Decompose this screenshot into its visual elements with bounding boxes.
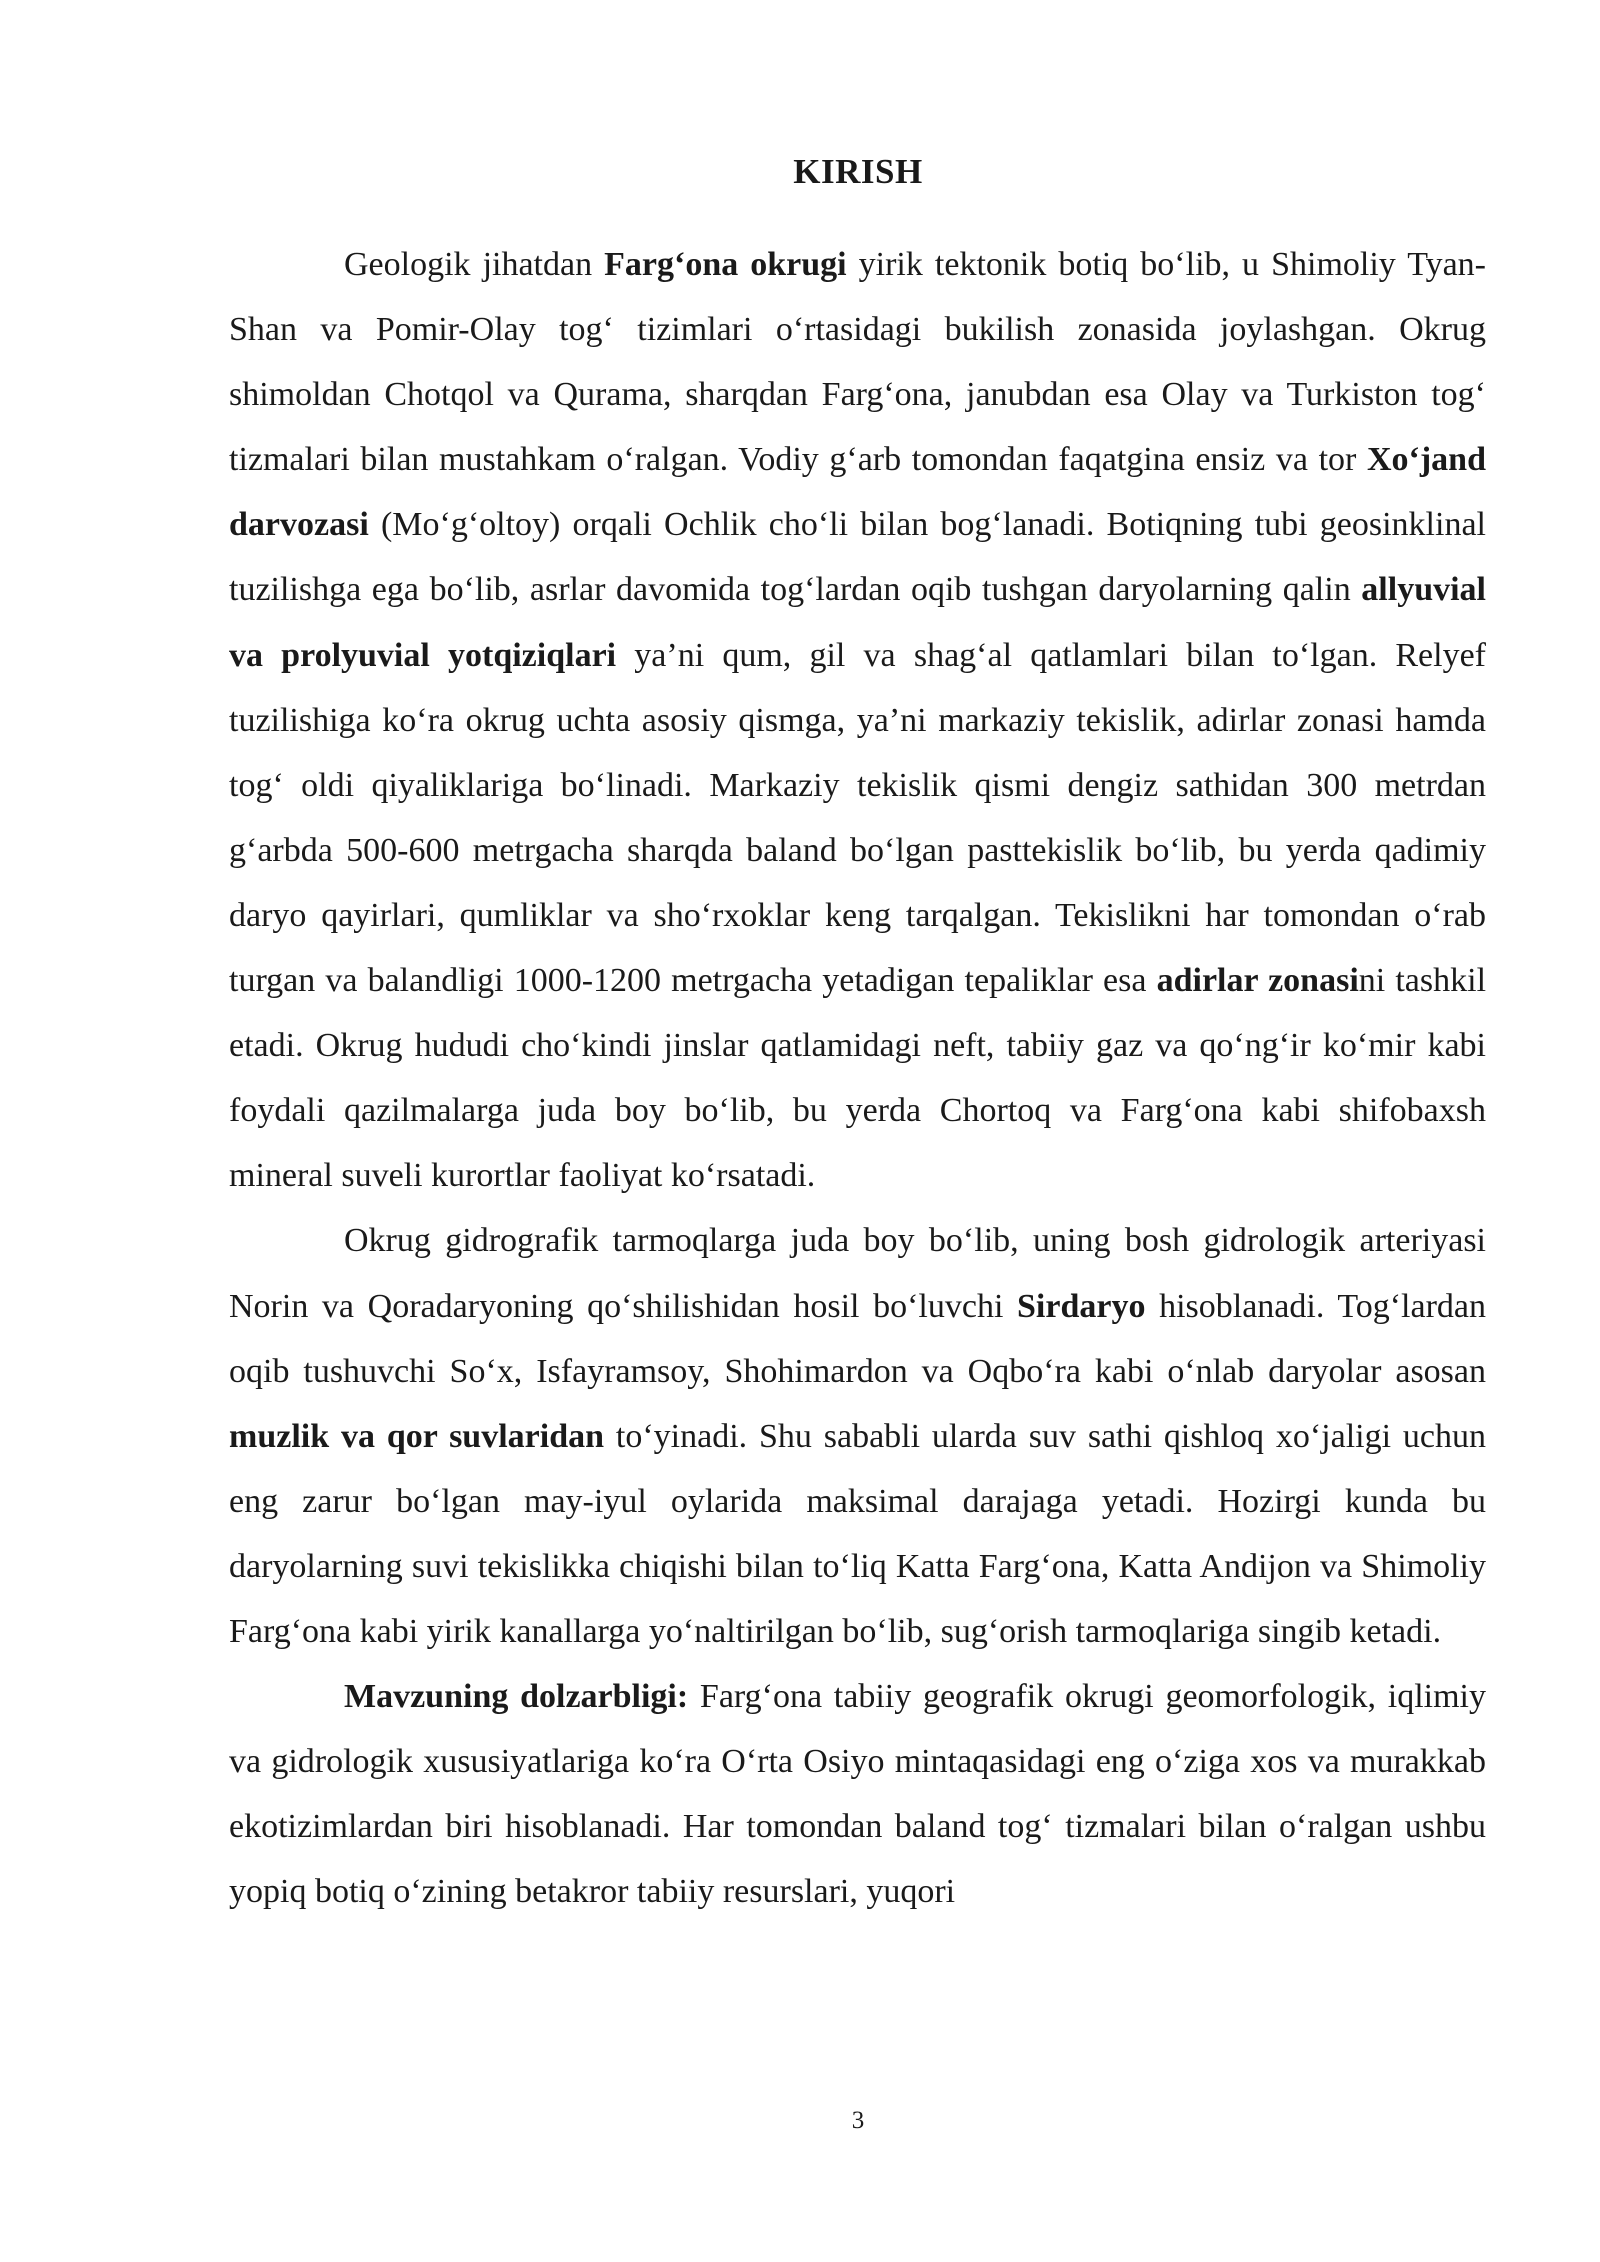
bold-term-allyuvial: allyuvial va prolyuvial yotqiziqlari bbox=[229, 571, 1486, 674]
paragraph bbox=[229, 1664, 1486, 1924]
body-text bbox=[229, 232, 1486, 1924]
section-heading-dolzarbligi: Mavzuning dolzarbligi: bbox=[344, 1678, 689, 1716]
page-number: 3 bbox=[851, 2107, 865, 2134]
paragraph bbox=[229, 1208, 1486, 1664]
bold-term-xojand-darvozasi: Xo‘jand darvozasi bbox=[229, 441, 1486, 544]
bold-term-muzlik: muzlik va qor suvlaridan bbox=[229, 1417, 605, 1455]
text-run: to‘yinadi. Shu sababli ularda suv sathi qishloq xo‘jaligi uchun eng zarur bo‘lgan may-iyul oylarida maksimal darajaga yetadi. Hozirgi kunda bu daryolarning suvi tekislikka chiqishi bilan to‘liq Katta Farg‘ona, Katta Andijon va Shimoliy Farg‘ona kabi yirik kanallarga yo‘naltirilgan bo‘lib, sug‘orish tarmoqlariga singib ketadi. bbox=[229, 1417, 1487, 1650]
text-run: (Mo‘g‘oltoy) orqali Ochlik cho‘li bilan bog‘lanadi. Botiqning tubi geosinklinal tuzilishga ega bo‘lib, asrlar davomida tog‘lardan oqib tushgan daryolarning qalin bbox=[229, 506, 1486, 609]
page-title: KIRISH bbox=[793, 152, 923, 191]
bold-term-sirdaryo: Sirdaryo bbox=[1017, 1287, 1146, 1325]
paragraph bbox=[229, 232, 1486, 1208]
text-run: Okrug gidrografik tarmoqlarga juda boy bo‘lib, uning bosh gidrologik arteriyasi Norin va Qoradaryoning qo‘shilishidan hosil bo‘luvchi bbox=[229, 1222, 1486, 1325]
text-run: yirik tektonik botiq bo‘lib, u Shimoliy Tyan-Shan va Pomir-Olay tog‘ tizimlari o‘rtasidagi bukilish zonasida joylashgan. Okrug shimoldan Chotqol va Qurama, sharqdan Farg‘ona, janubdan esa Olay va Turkiston tog‘ tizmalari bilan mustahkam o‘ralgan. Vodiy g‘arb tomondan faqatgina ensiz va tor bbox=[229, 246, 1487, 479]
text-run: ya’ni qum, gil va shag‘al qatlamlari bilan to‘lgan. Relyef tuzilishiga ko‘ra okrug uchta asosiy qismga, ya’ni markaziy tekislik, adirlar zonasi hamda tog‘ oldi qiyaliklariga bo‘linadi. Markaziy tekislik qismi dengiz sathidan 300 metrdan g‘arbda 500-600 metrgacha sharqda baland bo‘lgan pasttekislik bo‘lib, bu yerda qadimiy daryo qayirlari, qumliklar va sho‘rxoklar keng tarqalgan. Tekislikni har tomondan o‘rab turgan va balandligi 1000-1200 metrgacha yetadigan tepaliklar esa bbox=[229, 636, 1487, 1000]
text-run: Farg‘ona tabiiy geografik okrugi geomorfologik, iqlimiy va gidrologik xususiyatlariga ko‘ra O‘rta Osiyo mintaqasidagi eng o‘ziga xos va murakkab ekotizimlardan biri hisoblanadi. Har tomondan baland tog‘ tizmalari bilan o‘ralgan ushbu yopiq botiq o‘zining betakror tabiiy resurslari, yuqori bbox=[229, 1678, 1486, 1911]
text-run: Geologik jihatdan bbox=[344, 246, 605, 283]
text-run: hisoblanadi. Tog‘lardan oqib tushuvchi So‘x, Isfayramsoy, Shohimardon va Oqbo‘ra kabi o‘nlab daryolar asosan bbox=[229, 1287, 1486, 1390]
bold-term-adirlar-zonasi: adirlar zonasi bbox=[1156, 962, 1359, 1000]
text-run: ni tashkil etadi. Okrug hududi cho‘kindi jinslar qatlamidagi neft, tabiiy gaz va qo‘ng‘ir ko‘mir kabi foydali qazilmalarga juda boy bo‘lib, bu yerda Chortoq va Farg‘ona kabi shifobaxsh mineral suveli kurortlar faoliyat ko‘rsatadi. bbox=[229, 962, 1487, 1195]
bold-term-fargona-okrugi: Farg‘ona okrugi bbox=[604, 246, 847, 283]
